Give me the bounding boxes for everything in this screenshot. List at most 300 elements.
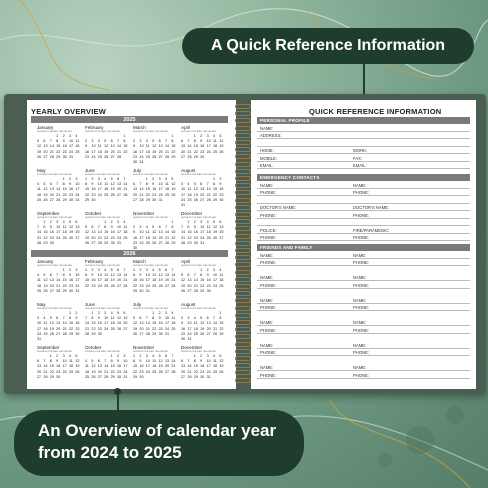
month-calendar bbox=[85, 211, 131, 246]
day-number: 23 bbox=[139, 369, 144, 374]
calendar-overview-line-2: from 2024 to 2025 bbox=[38, 443, 182, 462]
day-number: 7 bbox=[212, 316, 216, 321]
day-number: 13 bbox=[56, 321, 61, 326]
day-number: 28 bbox=[97, 240, 102, 245]
day-number: 12 bbox=[181, 278, 186, 283]
day-number: 29 bbox=[43, 240, 48, 245]
day-number: 17 bbox=[97, 187, 102, 192]
day-number: 26 bbox=[43, 288, 48, 293]
day-number: 1 bbox=[56, 134, 59, 138]
day-number: 20 bbox=[75, 230, 80, 235]
friend-name-label: NAME: bbox=[260, 342, 274, 348]
day-number: 10 bbox=[37, 321, 42, 326]
day-number: 26 bbox=[152, 154, 157, 159]
day-number: 3 bbox=[139, 225, 142, 230]
day-number: 17 bbox=[104, 321, 109, 326]
day-number: 11 bbox=[110, 316, 115, 321]
day-number: 26 bbox=[104, 154, 109, 159]
day-number: 2 bbox=[200, 134, 203, 138]
day-number: 9 bbox=[219, 182, 222, 187]
weekday-header: SUN MON TUE WED THU FRI SAT bbox=[37, 351, 72, 353]
day-number: 16 bbox=[133, 149, 138, 154]
day-number: 14 bbox=[212, 321, 218, 326]
day-number: 30 bbox=[116, 374, 122, 379]
day-number: 25 bbox=[145, 240, 150, 245]
day-number: 28 bbox=[49, 154, 54, 159]
day-number: 26 bbox=[85, 240, 90, 245]
day-number: 30 bbox=[200, 374, 205, 379]
day-number: 3 bbox=[164, 311, 168, 315]
day-number: 2 bbox=[219, 177, 222, 181]
day-number: 2 bbox=[110, 220, 113, 224]
spiral-ring bbox=[235, 226, 251, 231]
day-number: 28 bbox=[164, 240, 170, 245]
day-number: 17 bbox=[62, 364, 67, 369]
month-name: June bbox=[85, 168, 95, 173]
day-number: 14 bbox=[97, 230, 102, 235]
day-number: 16 bbox=[133, 235, 138, 240]
day-number: 2 bbox=[158, 311, 161, 315]
spiral-ring bbox=[235, 298, 251, 303]
day-number: 1 bbox=[91, 311, 94, 315]
day-number: 17 bbox=[75, 187, 80, 192]
day-number: 5 bbox=[219, 134, 222, 138]
day-number: 22 bbox=[152, 326, 157, 331]
day-number: 19 bbox=[158, 278, 163, 283]
day-number: 20 bbox=[37, 369, 42, 374]
day-number: 4 bbox=[212, 354, 216, 358]
day-number: 14 bbox=[123, 273, 128, 278]
day-number: 1 bbox=[49, 354, 52, 358]
personal-name-label: NAME: bbox=[260, 125, 274, 131]
spiral-ring bbox=[235, 126, 251, 131]
personal-address-label: ADDRESS: bbox=[260, 133, 282, 138]
day-number: 30 bbox=[206, 288, 211, 293]
weekday-header: SUN MON TUE WED THU FRI SAT bbox=[37, 131, 72, 133]
day-number: 13 bbox=[49, 278, 54, 283]
day-number: 27 bbox=[49, 197, 54, 202]
day-grid bbox=[85, 268, 131, 289]
day-number: 20 bbox=[133, 192, 138, 197]
day-number: 12 bbox=[68, 225, 74, 230]
day-number: 11 bbox=[97, 144, 102, 149]
day-number: 10 bbox=[75, 273, 80, 278]
day-number: 13 bbox=[164, 359, 170, 364]
day-number: 19 bbox=[171, 187, 176, 192]
day-number: 12 bbox=[152, 144, 157, 149]
day-number: 18 bbox=[212, 144, 218, 149]
day-number: 16 bbox=[181, 326, 186, 331]
day-number: 25 bbox=[104, 192, 109, 197]
month-calendar bbox=[37, 211, 83, 246]
day-number: 19 bbox=[68, 230, 74, 235]
day-number: 15 bbox=[62, 187, 67, 192]
day-number: 22 bbox=[110, 369, 115, 374]
day-number: 13 bbox=[91, 230, 96, 235]
day-number: 10 bbox=[62, 359, 67, 364]
day-number: 21 bbox=[187, 149, 192, 154]
day-number: 21 bbox=[206, 192, 211, 197]
day-number: 29 bbox=[62, 197, 67, 202]
day-number: 5 bbox=[104, 139, 107, 144]
day-number: 8 bbox=[104, 225, 107, 230]
day-number: 27 bbox=[49, 288, 54, 293]
day-number: 8 bbox=[110, 359, 113, 364]
day-number: 21 bbox=[62, 326, 67, 331]
day-number: 11 bbox=[75, 139, 80, 144]
day-number: 27 bbox=[43, 154, 48, 159]
day-number: 5 bbox=[171, 177, 174, 181]
day-grid bbox=[181, 311, 227, 342]
day-number: 18 bbox=[68, 364, 74, 369]
day-number: 14 bbox=[145, 321, 150, 326]
day-number: 30 bbox=[200, 154, 205, 159]
personal-profile-header: PERSONAL PROFILE bbox=[257, 117, 470, 124]
day-number: 23 bbox=[206, 283, 211, 288]
day-number: 8 bbox=[193, 139, 196, 144]
spiral-ring bbox=[235, 140, 251, 145]
day-number: 6 bbox=[49, 273, 52, 278]
day-number: 31 bbox=[200, 240, 205, 245]
day-number: 21 bbox=[104, 369, 109, 374]
weekday-header: SUN MON TUE WED THU FRI SAT bbox=[181, 131, 216, 133]
day-number: 4 bbox=[104, 177, 107, 181]
day-number: 6 bbox=[164, 268, 168, 272]
day-number: 16 bbox=[85, 149, 90, 154]
day-number: 3 bbox=[139, 139, 142, 144]
day-number: 16 bbox=[91, 187, 96, 192]
day-number: 5 bbox=[43, 273, 46, 278]
day-number: 15 bbox=[145, 187, 150, 192]
day-number: 29 bbox=[152, 331, 157, 336]
day-number: 12 bbox=[104, 144, 109, 149]
day-number: 3 bbox=[181, 182, 184, 187]
day-number: 21 bbox=[37, 235, 42, 240]
day-number: 29 bbox=[212, 197, 218, 202]
day-number: 20 bbox=[91, 235, 96, 240]
day-number: 30 bbox=[139, 374, 144, 379]
day-number: 25 bbox=[152, 369, 157, 374]
month-name: May bbox=[37, 168, 46, 173]
day-number: 9 bbox=[56, 359, 59, 364]
day-number: 26 bbox=[219, 369, 224, 374]
spiral-ring bbox=[235, 234, 251, 239]
day-number: 20 bbox=[158, 235, 163, 240]
day-number: 19 bbox=[43, 192, 48, 197]
day-number: 28 bbox=[56, 288, 61, 293]
day-number: 11 bbox=[104, 182, 108, 187]
doctor-name-label: DOCTOR'S NAME: bbox=[260, 205, 297, 210]
weekday-header: SUN MON TUE WED THU FRI SAT bbox=[133, 265, 168, 267]
day-number: 8 bbox=[219, 316, 222, 321]
day-number: 16 bbox=[49, 230, 54, 235]
friend-phone-label: PHONE: bbox=[260, 260, 277, 265]
calendar-overview-callout bbox=[14, 410, 304, 476]
day-number: 28 bbox=[171, 369, 176, 374]
day-number: 2 bbox=[200, 354, 203, 358]
day-number: 29 bbox=[133, 374, 138, 379]
day-number: 13 bbox=[116, 182, 122, 187]
day-number: 3 bbox=[62, 354, 65, 358]
emergency-name-label: NAME: bbox=[260, 182, 274, 188]
day-number: 7 bbox=[97, 225, 100, 230]
day-number: 4 bbox=[43, 316, 46, 321]
day-number: 1 bbox=[62, 268, 65, 272]
friend-name-label-2: NAME: bbox=[353, 297, 367, 303]
day-number: 17 bbox=[68, 144, 74, 149]
friend-spacer bbox=[257, 311, 470, 319]
spiral-ring bbox=[235, 169, 251, 174]
month-calendar bbox=[37, 168, 83, 203]
friend-name-label: NAME: bbox=[260, 252, 274, 258]
day-number: 20 bbox=[164, 278, 170, 283]
day-number: 24 bbox=[200, 235, 205, 240]
day-number: 17 bbox=[123, 364, 128, 369]
emergency-phone-label: PHONE: bbox=[260, 190, 277, 195]
day-number: 22 bbox=[171, 149, 176, 154]
day-number: 5 bbox=[219, 354, 222, 358]
day-number: 19 bbox=[158, 364, 163, 369]
day-number: 10 bbox=[68, 139, 74, 144]
day-number: 18 bbox=[171, 321, 176, 326]
day-number: 30 bbox=[152, 197, 157, 202]
day-number: 15 bbox=[49, 364, 54, 369]
day-number: 13 bbox=[110, 144, 115, 149]
day-number: 30 bbox=[133, 160, 138, 165]
month-calendar bbox=[133, 168, 179, 203]
day-grid bbox=[85, 134, 131, 160]
weekday-header: SUN MON TUE WED THU FRI SAT bbox=[133, 308, 168, 310]
day-number: 21 bbox=[139, 192, 144, 197]
day-number: 19 bbox=[219, 144, 224, 149]
month-calendar bbox=[133, 125, 179, 165]
day-number: 2 bbox=[133, 225, 136, 230]
day-number: 22 bbox=[219, 326, 224, 331]
day-number: 11 bbox=[145, 230, 150, 235]
month-calendar bbox=[37, 125, 83, 160]
day-number: 2 bbox=[133, 139, 136, 144]
day-number: 19 bbox=[104, 149, 109, 154]
weekday-header: SUN MON TUE WED THU FRI SAT bbox=[85, 351, 120, 353]
day-number: 20 bbox=[219, 230, 224, 235]
day-number: 1 bbox=[43, 220, 46, 224]
day-number: 27 bbox=[116, 192, 122, 197]
day-number: 2 bbox=[152, 177, 155, 181]
day-number: 19 bbox=[49, 326, 54, 331]
day-number: 19 bbox=[193, 192, 198, 197]
day-number: 20 bbox=[200, 192, 205, 197]
day-number: 14 bbox=[171, 273, 176, 278]
month-calendar bbox=[181, 345, 227, 380]
day-number: 22 bbox=[49, 369, 54, 374]
day-number: 21 bbox=[193, 283, 198, 288]
day-number: 21 bbox=[85, 326, 90, 331]
day-number: 18 bbox=[212, 364, 218, 369]
day-number: 1 bbox=[133, 354, 136, 358]
day-number: 28 bbox=[212, 331, 218, 336]
day-number: 6 bbox=[133, 182, 136, 187]
day-number: 12 bbox=[133, 321, 138, 326]
calendar-overview-line-1: An Overview of calendar year bbox=[38, 421, 277, 440]
day-number: 25 bbox=[110, 326, 115, 331]
day-number: 28 bbox=[139, 197, 144, 202]
day-number: 9 bbox=[200, 359, 203, 364]
day-number: 20 bbox=[206, 326, 211, 331]
day-number: 30 bbox=[56, 374, 61, 379]
day-number: 26 bbox=[152, 240, 157, 245]
day-number: 26 bbox=[75, 369, 80, 374]
day-number: 28 bbox=[62, 331, 67, 336]
day-number: 6 bbox=[158, 225, 161, 230]
day-number: 26 bbox=[49, 331, 54, 336]
day-number: 15 bbox=[110, 364, 115, 369]
day-number: 5 bbox=[158, 354, 161, 358]
day-number: 5 bbox=[158, 268, 161, 272]
day-number: 4 bbox=[85, 359, 88, 364]
day-number: 23 bbox=[193, 235, 198, 240]
day-number: 17 bbox=[75, 278, 80, 283]
day-number: 22 bbox=[212, 192, 218, 197]
day-number: 23 bbox=[68, 192, 74, 197]
month-name: November bbox=[133, 345, 155, 350]
day-number: 14 bbox=[164, 230, 170, 235]
day-number: 20 bbox=[116, 187, 122, 192]
day-number: 6 bbox=[97, 359, 100, 364]
day-number: 12 bbox=[200, 321, 205, 326]
month-name: July bbox=[133, 168, 142, 173]
day-number: 16 bbox=[75, 321, 80, 326]
day-number: 7 bbox=[123, 177, 126, 181]
day-number: 11 bbox=[212, 139, 217, 144]
day-number: 23 bbox=[219, 192, 224, 197]
day-number: 24 bbox=[97, 192, 102, 197]
spiral-ring bbox=[235, 255, 251, 260]
day-number: 1 bbox=[171, 134, 174, 138]
day-number: 25 bbox=[97, 154, 102, 159]
day-number: 11 bbox=[193, 321, 198, 326]
day-number: 9 bbox=[62, 139, 65, 144]
day-number: 19 bbox=[152, 149, 157, 154]
day-number: 26 bbox=[110, 192, 115, 197]
day-number: 29 bbox=[56, 154, 61, 159]
day-number: 10 bbox=[91, 144, 96, 149]
day-number: 3 bbox=[68, 134, 72, 138]
day-number: 31 bbox=[37, 337, 42, 342]
day-number: 10 bbox=[116, 225, 122, 230]
spiral-ring bbox=[235, 147, 251, 152]
weekday-header: SUN MON TUE WED THU FRI SAT bbox=[85, 265, 120, 267]
day-number: 6 bbox=[110, 139, 113, 144]
personal-email-label: EMAIL: bbox=[260, 163, 274, 168]
day-number: 30 bbox=[49, 240, 54, 245]
day-number: 24 bbox=[116, 235, 122, 240]
day-number: 5 bbox=[133, 316, 136, 321]
day-number: 16 bbox=[68, 278, 74, 283]
day-number: 15 bbox=[193, 144, 198, 149]
day-number: 24 bbox=[37, 331, 42, 336]
day-number: 17 bbox=[187, 326, 192, 331]
day-number: 28 bbox=[193, 288, 198, 293]
day-number: 22 bbox=[43, 235, 48, 240]
spiral-ring bbox=[235, 262, 251, 267]
day-number: 2 bbox=[49, 220, 52, 224]
day-number: 6 bbox=[181, 359, 184, 364]
month-name: May bbox=[37, 302, 46, 307]
day-number: 7 bbox=[56, 182, 59, 187]
spiral-ring bbox=[235, 219, 251, 224]
emergency-contacts-section bbox=[257, 174, 470, 241]
day-number: 12 bbox=[85, 230, 90, 235]
weekday-header: SUN MON TUE WED THU FRI SAT bbox=[37, 217, 72, 219]
weekday-header: SUN MON TUE WED THU FRI SAT bbox=[133, 217, 168, 219]
month-calendar bbox=[181, 211, 227, 246]
day-number: 24 bbox=[164, 326, 170, 331]
day-number: 3 bbox=[145, 354, 148, 358]
day-number: 4 bbox=[37, 182, 40, 187]
day-number: 4 bbox=[152, 268, 155, 272]
day-number: 13 bbox=[158, 230, 163, 235]
day-number: 21 bbox=[116, 149, 122, 154]
day-number: 24 bbox=[75, 283, 80, 288]
personal-fax-label: FAX: bbox=[353, 155, 363, 161]
day-number: 5 bbox=[75, 354, 78, 358]
day-number: 4 bbox=[68, 354, 72, 358]
day-number: 17 bbox=[139, 149, 144, 154]
month-name: April bbox=[181, 259, 191, 264]
day-number: 1 bbox=[104, 220, 107, 224]
day-number: 7 bbox=[171, 354, 174, 358]
spiral-ring bbox=[235, 111, 251, 116]
day-number: 23 bbox=[62, 149, 67, 154]
day-number: 23 bbox=[49, 235, 54, 240]
day-number: 22 bbox=[193, 369, 198, 374]
day-number: 18 bbox=[206, 230, 211, 235]
day-number: 21 bbox=[97, 235, 102, 240]
day-grid bbox=[133, 134, 179, 165]
day-number: 25 bbox=[75, 149, 80, 154]
day-number: 6 bbox=[158, 139, 161, 144]
day-number: 3 bbox=[56, 220, 59, 224]
day-number: 4 bbox=[37, 273, 40, 278]
spiral-ring bbox=[235, 349, 251, 354]
spiral-binding bbox=[234, 104, 252, 386]
day-number: 21 bbox=[212, 326, 218, 331]
day-number: 15 bbox=[85, 278, 90, 283]
day-number: 20 bbox=[43, 149, 48, 154]
day-number: 22 bbox=[85, 283, 90, 288]
day-number: 29 bbox=[187, 240, 192, 245]
day-number: 25 bbox=[206, 235, 211, 240]
day-number: 2 bbox=[68, 268, 72, 272]
day-number: 4 bbox=[212, 134, 216, 138]
doctor-name-label-2: DOCTOR'S NAME: bbox=[353, 205, 390, 210]
day-number: 17 bbox=[145, 364, 150, 369]
month-name: October bbox=[85, 211, 102, 216]
day-number: 29 bbox=[145, 197, 150, 202]
day-number: 29 bbox=[193, 154, 198, 159]
day-number: 2 bbox=[193, 220, 196, 224]
day-number: 2 bbox=[85, 139, 88, 144]
month-name: April bbox=[181, 125, 191, 130]
day-number: 27 bbox=[110, 154, 115, 159]
spiral-ring bbox=[235, 277, 251, 282]
day-number: 4 bbox=[104, 268, 107, 272]
day-number: 15 bbox=[68, 321, 74, 326]
day-number: 11 bbox=[219, 273, 224, 278]
day-number: 2 bbox=[56, 354, 59, 358]
day-number: 22 bbox=[91, 326, 96, 331]
friend-name-label-2: NAME: bbox=[353, 342, 367, 348]
